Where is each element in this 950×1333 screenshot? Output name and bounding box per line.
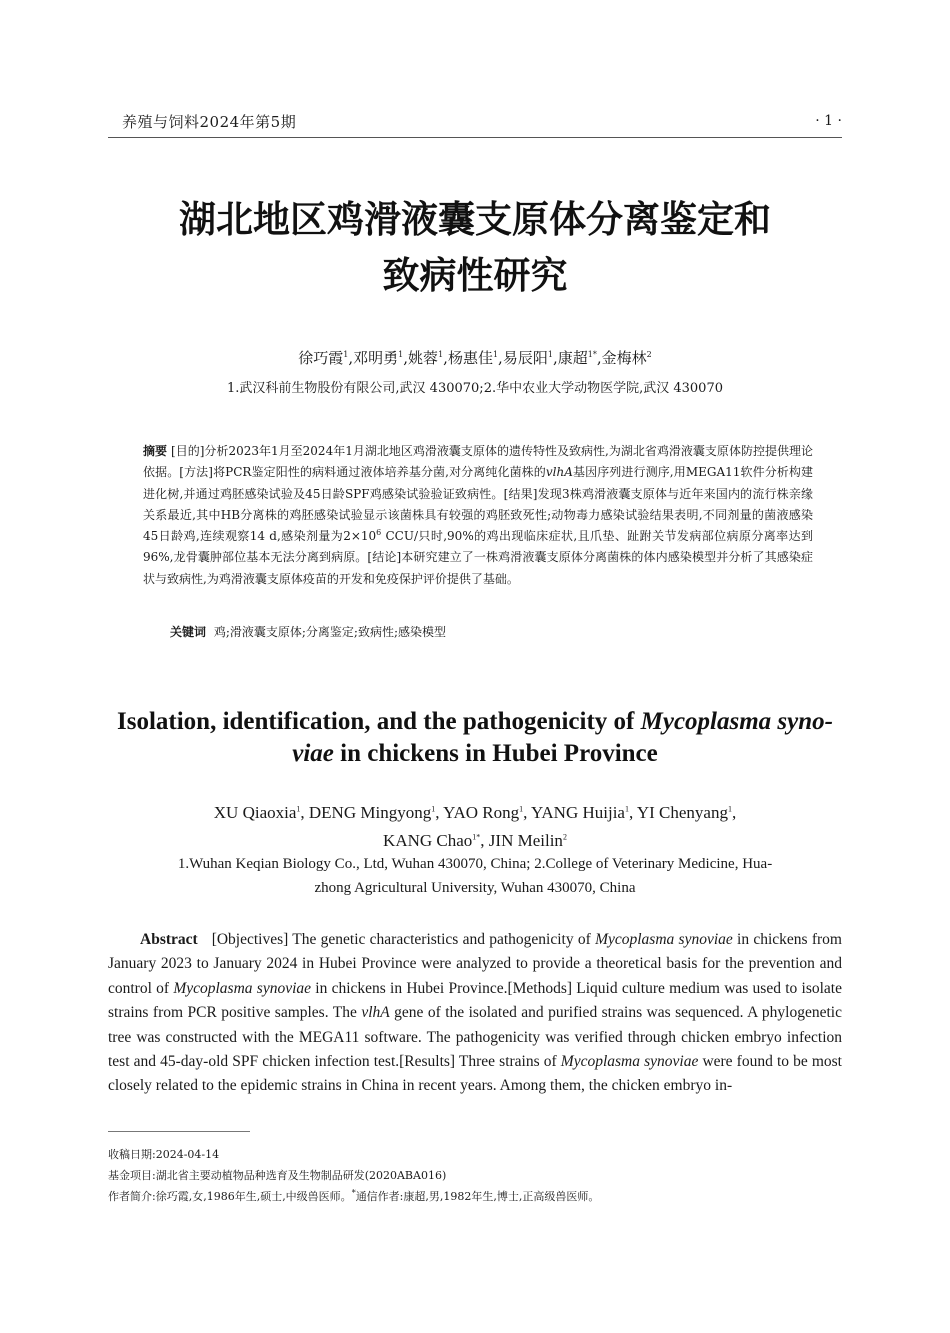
english-authors-line-2: KANG Chao$^{1*}$, JIN Meilin$^2$ [383, 831, 567, 850]
author-sup: 1 [727, 804, 732, 814]
abstract-text: were found to be most closely related to the epidemic strains in China in recent years. Among them, the chicken embryo in- [108, 1053, 842, 1095]
author-name: JIN Meilin [488, 831, 563, 850]
chinese-title [0, 192, 950, 304]
title-text: Isolation, identification, and the pathogenicity of [116, 708, 641, 735]
footnote-received: 收稿日期:2024-04-14 [108, 1148, 220, 1161]
author-name: 康超 [557, 349, 588, 367]
english-abstract [108, 928, 842, 1099]
abstract-text: in chickens in Hubei Province.[Methods] Liquid culture medium was used to isolate strains from PCR positive samples. The [108, 979, 842, 1022]
author-name: DENG Mingyong [308, 803, 432, 822]
chinese-title-line-2: 致病性研究 [382, 254, 568, 297]
author-sup: 1* [472, 832, 481, 842]
author-sup: 1* [587, 350, 597, 359]
english-title-line-2 [0, 738, 950, 770]
english-abstract-label: Abstract [140, 931, 198, 948]
author-sup: 2 [646, 350, 652, 359]
page-header [108, 111, 842, 138]
abstract-text: in chickens from January 2023 to January 2024 in Hubei Province were analyzed to provide a theoretical basis for the prevention and control of [108, 931, 842, 997]
author-name: KANG Chao [383, 831, 473, 850]
author-sup: 1 [519, 804, 524, 814]
keywords-text: 鸡;滑液囊支原体;分离鉴定;致病性;感染模型 [213, 625, 447, 639]
footnote-author-bio [108, 1188, 599, 1204]
author-name: 杨惠佳 [447, 349, 493, 367]
bio-text: 通信作者:康超,男,1982年生,博士,正高级兽医师。 [355, 1190, 600, 1203]
author-sup: 1 [547, 350, 553, 359]
bio-text: 作者简介:徐巧霞,女,1986年生,硕士,中级兽医师。 [108, 1190, 352, 1203]
exponent: 6 [376, 528, 382, 538]
chinese-authors: 徐巧霞$^1$,邓明勇$^1$,姚蓉$^1$,杨惠佳$^1$,易辰阳$^1$,康超$^{1*}$,金梅林$^2$ [298, 349, 652, 367]
english-title-line-1 [0, 706, 950, 738]
journal-issue: 养殖与饲料2024年第5期 [122, 113, 297, 131]
author-sup: 1 [343, 350, 349, 359]
footnote-divider [108, 1131, 250, 1132]
species-name: viae [292, 740, 334, 767]
author-name: 易辰阳 [502, 349, 548, 367]
english-title [0, 706, 950, 770]
gene-name: vlhA [361, 1004, 390, 1022]
species-name: Mycoplasma synoviae [595, 931, 733, 948]
author-name: XU Qiaoxia [213, 803, 297, 822]
abstract-text: 基因序列进行测序,用MEGA11软件分析构建进化树,并通过鸡胚感染试验及45日龄SPF鸡感染试验验证致病性。[结果]发现3株鸡滑液囊支原体与近年来国内的流行株亲缘关系最近,其中HB分离株的鸡胚感染试验显示该菌株具有较强的鸡胚致死性;动物毒力感染试验结果表明,不同剂量的菌液感染45日龄鸡,连续观察14 d,感染剂量为2×10 [143, 465, 813, 544]
english-authors-line-1: XU Qiaoxia$^1$, DENG Mingyong$^1$, YAO Rong$^1$, YANG Huijia$^1$, YI Chenyang$^1$, [213, 803, 737, 822]
author-sup: 1 [398, 350, 404, 359]
author-name: 徐巧霞 [298, 349, 344, 367]
author-name: 邓明勇 [353, 349, 399, 367]
species-name: Mycoplasma syno- [640, 708, 833, 735]
species-name: Mycoplasma synoviae [560, 1053, 699, 1071]
author-name: YANG Huijia [531, 803, 625, 822]
abstract-text: [目的]分析2023年1月至2024年1月湖北地区鸡滑液囊支原体的遗传特性及致病性,为湖北省鸡滑液囊支原体防控提供理论依据。[方法]将PCR鉴定阳性的病料通过液体培养基分菌,对分离纯化菌株的 [143, 444, 813, 480]
author-sup: 1 [492, 350, 499, 359]
keywords-label: 关键词 [170, 625, 207, 639]
abstract-text: CCU/只时,90%的鸡出现临床症状,且爪垫、趾跗关节发病部位病原分离率达到96%,龙骨囊肿部位基本无法分离到病原。[结论]本研究建立了一株鸡滑液囊支原体分离菌株的体内感染模型并分析了其感染症状与致病性,为鸡滑液囊支原体疫苗的开发和免疫保护评价提供了基础。 [143, 529, 813, 586]
species-name: Mycoplasma synoviae [173, 979, 312, 997]
english-affiliation-line-2: zhong Agricultural University, Wuhan 430070, China [314, 880, 636, 896]
author-name: YAO Rong [443, 803, 520, 822]
abstract-text: gene of the isolated and purified strains was sequenced. A phylogenetic tree was constructed with the MEGA11 software. The pathogenicity was verified through chicken embryo infection test and 45-day-old SPF chicken infection test.[Results] Three strains of [108, 1004, 842, 1071]
abstract-text: [Objectives] The genetic characteristics and pathogenicity of [211, 931, 596, 948]
title-text: in chickens in Hubei Province [333, 740, 658, 767]
english-authors [0, 799, 950, 855]
chinese-affiliation: 1.武汉科前生物股份有限公司,武汉 430070;2.华中农业大学动物医学院,武汉 430070 [227, 381, 723, 396]
author-sup: 1 [624, 804, 629, 814]
chinese-abstract-label: 摘要 [143, 444, 168, 458]
gene-name: vlhA [545, 465, 573, 480]
footnote-fund: 基金项目:湖北省主要动植物品种选育及生物制品研发(2020ABA016) [108, 1169, 447, 1182]
author-name: YI Chenyang [636, 803, 728, 822]
author-sup: 1 [438, 350, 444, 359]
chinese-keywords [170, 623, 446, 640]
author-name: 金梅林 [601, 349, 647, 367]
english-affiliation-line-1: 1.Wuhan Keqian Biology Co., Ltd, Wuhan 430070, China; 2.College of Veterinary Medicine, Hua- [177, 856, 773, 872]
author-name: 姚蓉 [408, 349, 439, 367]
english-affiliation [0, 852, 950, 900]
author-sup: 2 [562, 832, 567, 842]
author-sup: 1 [296, 804, 301, 814]
chinese-abstract [143, 441, 813, 590]
page-number: · 1 · [815, 113, 842, 129]
author-sup: 1 [431, 804, 436, 814]
corresponding-mark: * [351, 1188, 356, 1198]
chinese-title-line-1: 湖北地区鸡滑液囊支原体分离鉴定和 [179, 198, 771, 241]
